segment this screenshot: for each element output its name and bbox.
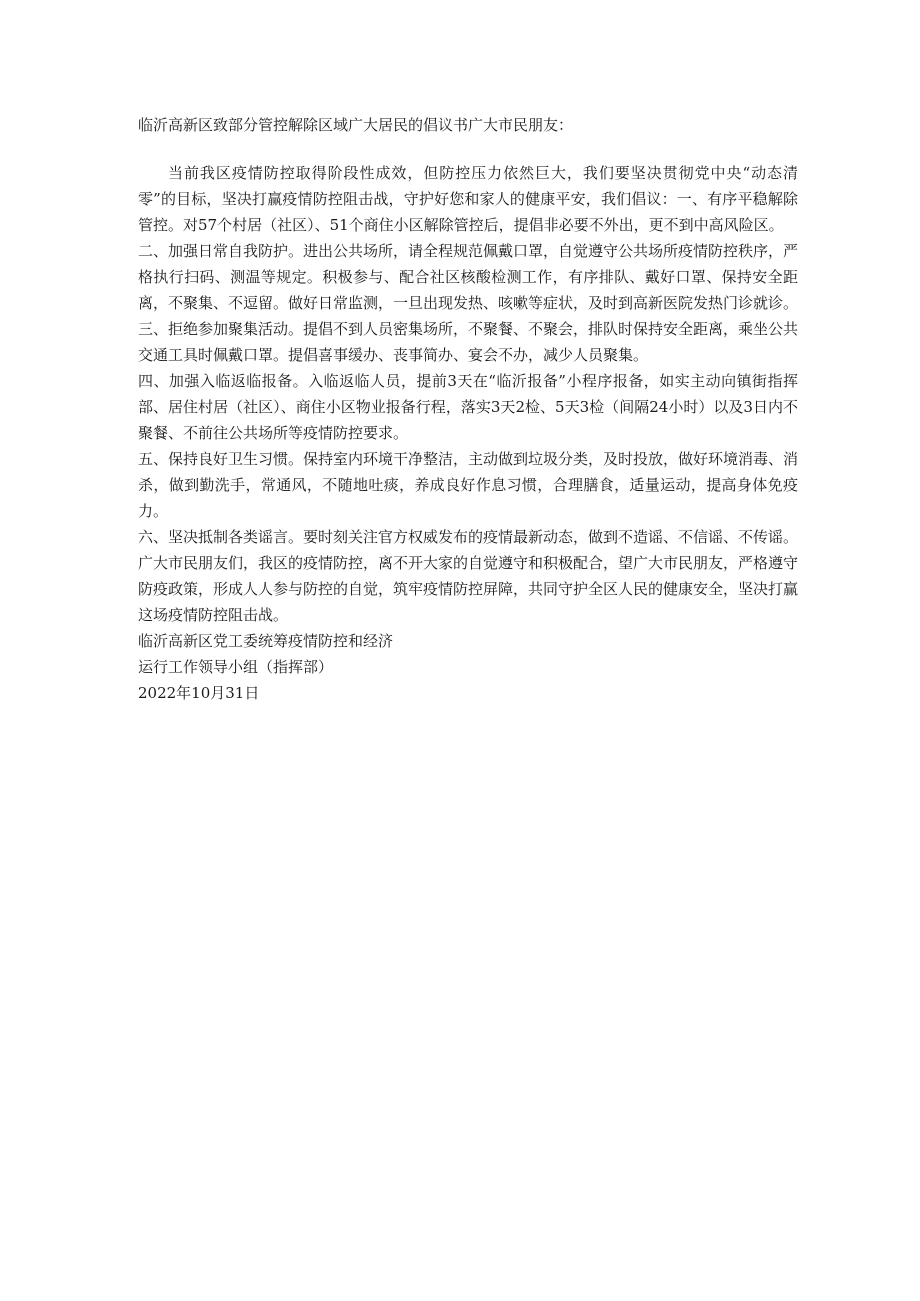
signature-org-line-1: 临沂高新区党工委统筹疫情防控和经济: [138, 632, 394, 650]
item-2-paragraph: 二、加强日常自我防护。进出公共场所，请全程规范佩戴口罩，自觉遵守公共场所疫情防控秩序，严格执行扫码、测温等规定。积极参与、配合社区核酸检测工作，有序排队、戴好口罩、保持安全距离，不聚集、不逗留。做好日常监测，一旦出现发热、咳嗽等症状，及时到高新医院发热门诊就诊。: [138, 242, 799, 312]
item-4-paragraph: 四、加强入临返临报备。入临返临人员，提前3天在“临沂报备”小程序报备，如实主动向镇街指挥部、居住村居（社区）、商住小区物业报备行程，落实3天2检、5天3检（间隔24小时）以及3日内不聚餐、不前往公共场所等疫情防控要求。: [138, 372, 798, 442]
item-5-paragraph: 五、保持良好卫生习惯。保持室内环境干净整洁，主动做到垃圾分类，及时投放，做好环境消毒、消杀，做到勤洗手，常通风，不随地吐痰，养成良好作息习惯，合理膳食，适量运动，提高身体免疫力。: [138, 450, 799, 520]
document-title: 临沂高新区致部分管控解除区域广大居民的倡议书广大市民朋友：: [138, 116, 574, 134]
item-3-paragraph: 三、拒绝参加聚集活动。提倡不到人员密集场所，不聚餐、不聚会，排队时保持安全距离，乘坐公共交通工具时佩戴口罩。提倡喜事缓办、丧事简办、宴会不办，减少人员聚集。: [138, 320, 799, 364]
signature-date: 2022年10月31日: [138, 684, 260, 702]
signature-org-line-2: 运行工作领导小组（指挥部）: [138, 658, 334, 676]
closing-paragraph: 广大市民朋友们，我区的疫情防控，离不开大家的自觉遵守和积极配合，望广大市民朋友，严格遵守防疫政策，形成人人参与防控的自觉，筑牢疫情防控屏障，共同守护全区人民的健康安全，坚决打赢这场疫情防控阻击战。: [138, 554, 799, 624]
item-6-paragraph: 六、坚决抵制各类谣言。要时刻关注官方权威发布的疫情最新动态，做到不造谣、不信谣、不传谣。: [138, 528, 799, 546]
intro-paragraph: 当前我区疫情防控取得阶段性成效，但防控压力依然巨大，我们要坚决贯彻党中央“动态清零”的目标，坚决打赢疫情防控阻击战，守护好您和家人的健康平安，我们倡议：一、有序平稳解除管控。对57个村居（社区）、51个商住小区解除管控后，提倡非必要不外出，更不到中高风险区。: [138, 164, 798, 234]
document-page: [138, 112, 798, 706]
